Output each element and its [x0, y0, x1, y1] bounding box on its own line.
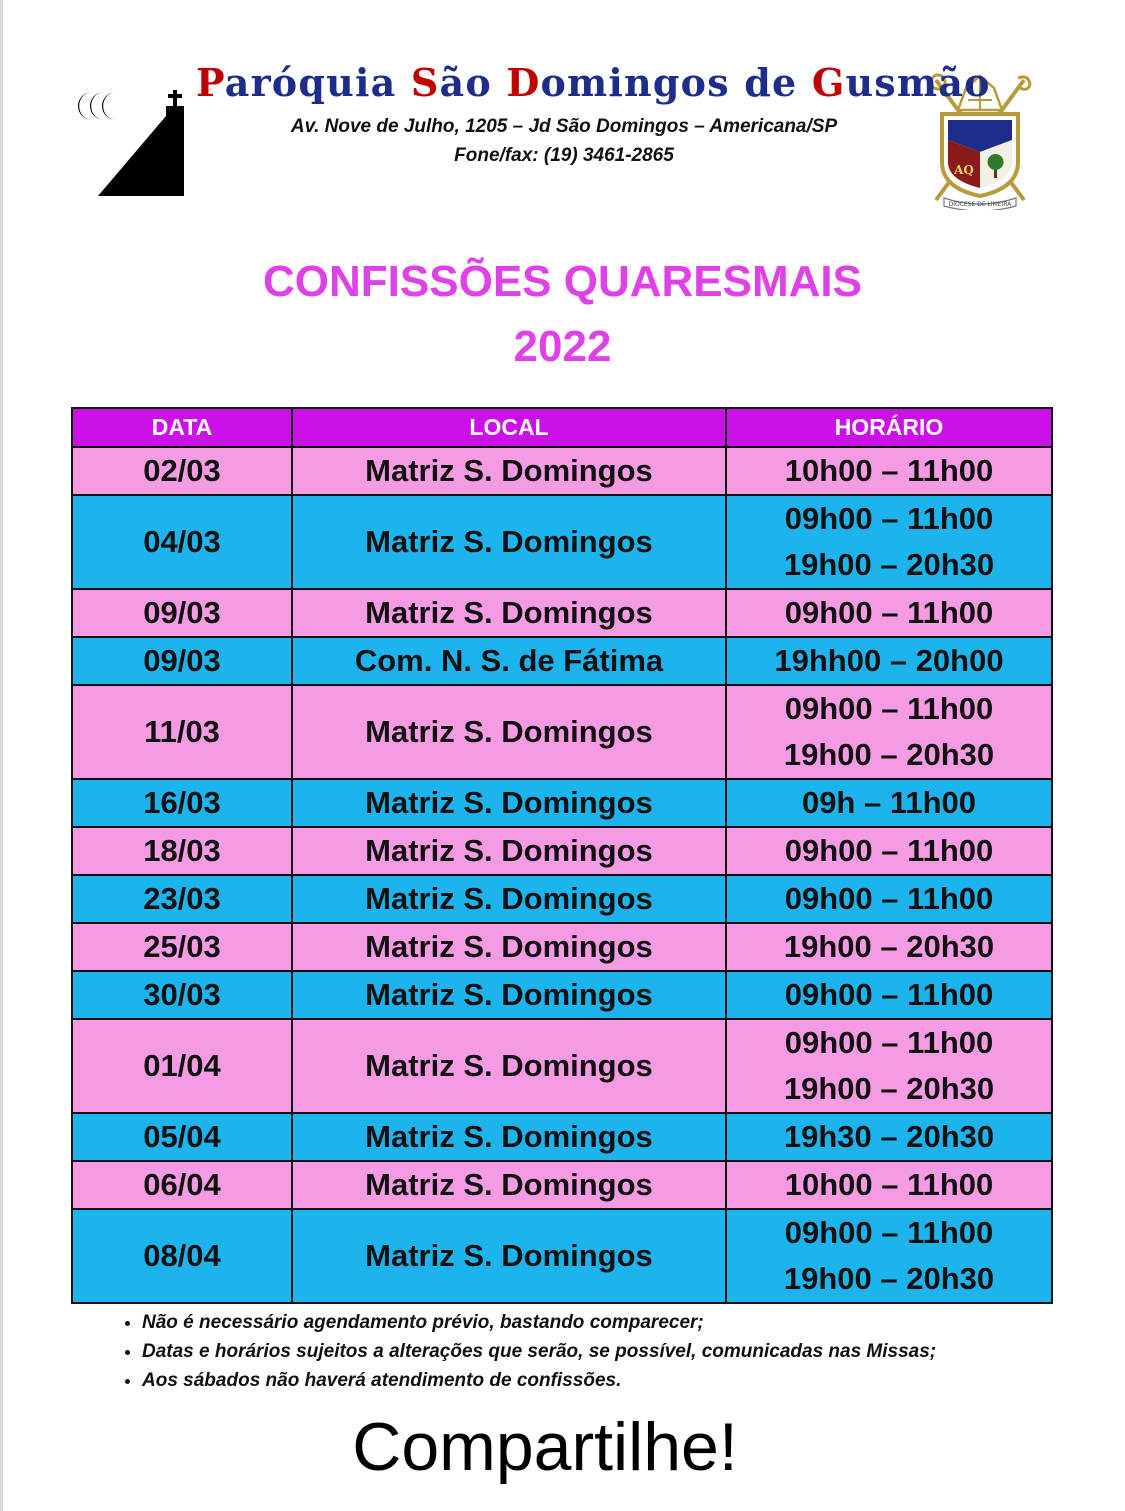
time-range: 19h00 – 20h30 — [783, 1261, 995, 1296]
parish-phone: Fone/fax: (19) 3461-2865 — [454, 145, 674, 166]
location-cell: Matriz S. Domingos — [292, 495, 726, 589]
table-row — [72, 1161, 1052, 1209]
time-cell — [726, 685, 1052, 779]
date-cell: 02/03 — [72, 447, 292, 495]
table-row — [72, 971, 1052, 1019]
column-header-time: HORÁRIO — [726, 408, 1052, 447]
time-range: 10h00 – 11h00 — [784, 1167, 994, 1202]
svg-text:DIOCESE DE LIMEIRA: DIOCESE DE LIMEIRA — [948, 201, 1012, 208]
location-cell: Matriz S. Domingos — [292, 1113, 726, 1161]
time-cell — [726, 1019, 1052, 1113]
time-range: 19h30 – 20h30 — [783, 1119, 995, 1154]
time-range: 19h00 – 20h30 — [783, 1071, 995, 1106]
time-range: 09h00 – 11h00 — [784, 501, 994, 536]
time-cell — [726, 1209, 1052, 1303]
parish-name — [196, 60, 991, 105]
parish-name-segment: omingos de — [540, 60, 812, 105]
svg-text:AQ: AQ — [954, 163, 974, 177]
column-header-local: LOCAL — [292, 408, 726, 447]
date-cell: 23/03 — [72, 875, 292, 923]
location-cell: Matriz S. Domingos — [292, 923, 726, 971]
date-cell: 11/03 — [72, 685, 292, 779]
location-cell: Matriz S. Domingos — [292, 971, 726, 1019]
date-cell: 09/03 — [72, 637, 292, 685]
time-cell — [726, 827, 1052, 875]
table-header-row — [72, 408, 1052, 447]
table-row — [72, 875, 1052, 923]
confession-schedule-table — [71, 407, 1053, 1304]
date-cell: 08/04 — [72, 1209, 292, 1303]
table-row — [72, 495, 1052, 589]
date-cell: 01/04 — [72, 1019, 292, 1113]
page-year: 2022 — [513, 322, 612, 371]
time-range: 09h00 – 11h00 — [784, 1025, 994, 1060]
time-range: 09h00 – 11h00 — [784, 977, 994, 1012]
parish-address: Av. Nove de Julho, 1205 – Jd São Domingos – Americana/SP — [290, 116, 838, 137]
time-range: 19h00 – 20h30 — [783, 547, 995, 582]
date-cell: 30/03 — [72, 971, 292, 1019]
location-cell: Matriz S. Domingos — [292, 779, 726, 827]
table-row — [72, 923, 1052, 971]
time-range: 19h00 – 20h30 — [783, 929, 995, 964]
time-range: 09h00 – 11h00 — [784, 595, 994, 630]
time-cell — [726, 447, 1052, 495]
location-cell: Com. N. S. de Fátima — [292, 637, 726, 685]
time-range: 09h00 – 11h00 — [784, 691, 994, 726]
time-range: 09h00 – 11h00 — [784, 833, 994, 868]
location-cell: Matriz S. Domingos — [292, 1161, 726, 1209]
table-row — [72, 1209, 1052, 1303]
time-cell — [726, 875, 1052, 923]
location-cell: Matriz S. Domingos — [292, 447, 726, 495]
note-item: • Não é necessário agendamento prévio, bastando comparecer; — [142, 1308, 1042, 1337]
time-cell — [726, 1113, 1052, 1161]
note-item: • Datas e horários sujeitos a alterações que serão, se possível, comunicadas nas Missas; — [142, 1337, 1042, 1366]
location-cell: Matriz S. Domingos — [292, 685, 726, 779]
date-cell: 18/03 — [72, 827, 292, 875]
time-range: 09h00 – 11h00 — [784, 881, 994, 916]
location-cell: Matriz S. Domingos — [292, 589, 726, 637]
parish-name-segment: D — [506, 60, 541, 105]
time-range: 19h00 – 20h30 — [783, 737, 995, 772]
parish-name-segment: usmão — [845, 60, 991, 105]
location-cell: Matriz S. Domingos — [292, 1019, 726, 1113]
date-cell: 05/04 — [72, 1113, 292, 1161]
date-cell: 06/04 — [72, 1161, 292, 1209]
page-edge — [0, 0, 3, 1511]
parish-name-segment: ão — [439, 60, 507, 105]
location-cell: Matriz S. Domingos — [292, 1209, 726, 1303]
time-range: 09h – 11h00 — [801, 785, 977, 820]
parish-name-segment: S — [410, 60, 440, 105]
time-cell — [726, 971, 1052, 1019]
notes-list — [100, 1308, 1042, 1395]
date-cell: 09/03 — [72, 589, 292, 637]
share-call-to-action: Compartilhe! — [352, 1409, 738, 1485]
time-cell — [726, 589, 1052, 637]
time-range: 10h00 – 11h00 — [784, 453, 994, 488]
table-row — [72, 779, 1052, 827]
table-row — [72, 1019, 1052, 1113]
time-cell — [726, 923, 1052, 971]
location-cell: Matriz S. Domingos — [292, 875, 726, 923]
time-cell — [726, 779, 1052, 827]
parish-name-segment: aróquia — [224, 60, 411, 105]
time-cell — [726, 1161, 1052, 1209]
table-row — [72, 447, 1052, 495]
time-range: 19hh00 – 20h00 — [774, 643, 1004, 678]
table-row — [72, 637, 1052, 685]
page-title: CONFISSÕES QUARESMAIS — [263, 257, 862, 306]
church-logo-icon — [78, 84, 190, 200]
parish-name-segment: P — [196, 60, 225, 105]
date-cell: 04/03 — [72, 495, 292, 589]
parish-name-segment: G — [811, 60, 846, 105]
time-cell — [726, 637, 1052, 685]
table-row — [72, 685, 1052, 779]
time-cell — [726, 495, 1052, 589]
date-cell: 16/03 — [72, 779, 292, 827]
time-range: 09h00 – 11h00 — [784, 1215, 994, 1250]
table-row — [72, 589, 1052, 637]
note-item: • Aos sábados não haverá atendimento de confissões. — [142, 1366, 1042, 1395]
table-row — [72, 1113, 1052, 1161]
column-header-date: DATA — [72, 408, 292, 447]
date-cell: 25/03 — [72, 923, 292, 971]
table-row — [72, 827, 1052, 875]
location-cell: Matriz S. Domingos — [292, 827, 726, 875]
